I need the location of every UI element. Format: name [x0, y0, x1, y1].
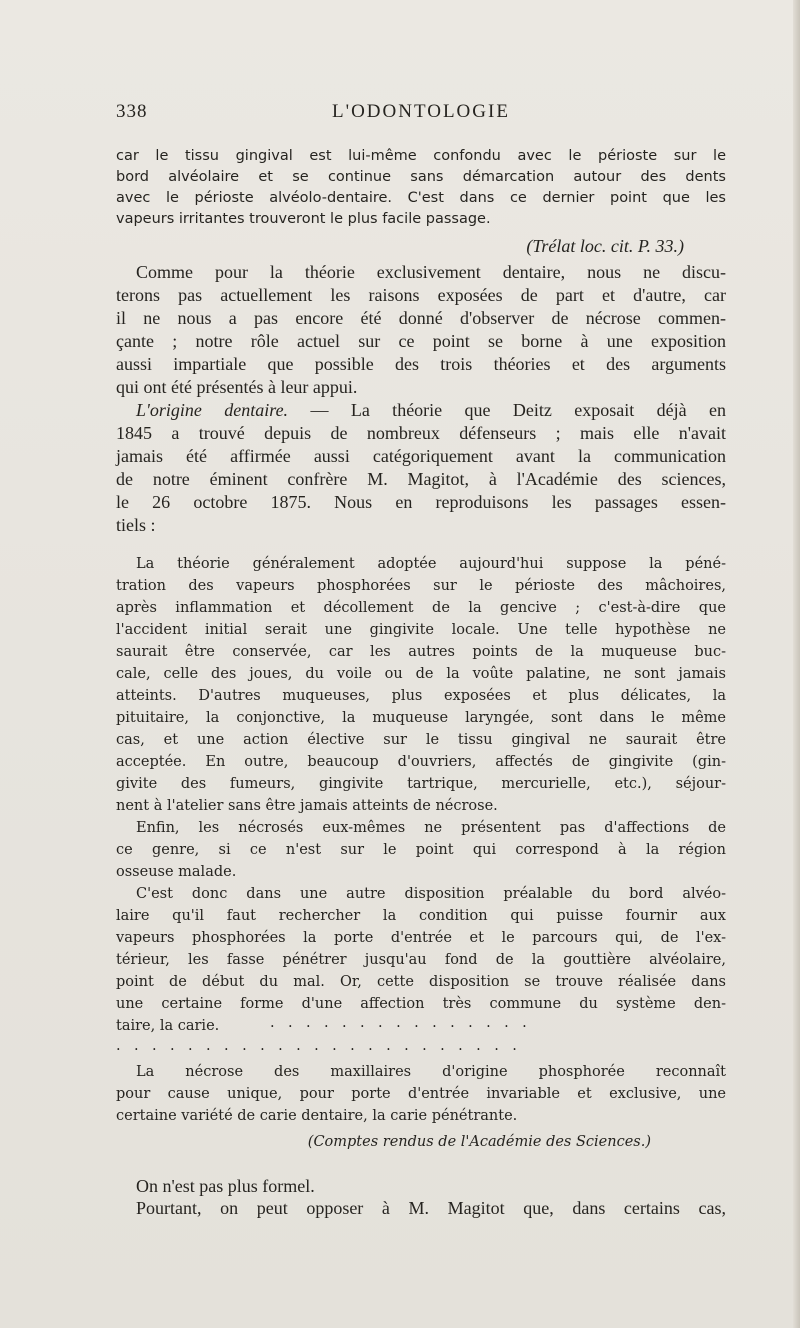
- text-line: 1845 a trouvé depuis de nombreux défenseurs ; mais elle n'avait: [116, 423, 726, 443]
- quote-line: l'accident initial serait une gingivite locale. Une telle hypothèse ne: [116, 622, 726, 638]
- quote-line: après inflammation et décollement de la gencive ; c'est-à-dire que: [116, 600, 726, 616]
- quote-line: C'est donc dans une autre disposition préalable du bord alvéo-: [136, 886, 726, 902]
- quote-line: tration des vapeurs phosphorées sur le périoste des mâchoires,: [116, 578, 726, 594]
- quote-line: La théorie généralement adoptée aujourd'hui suppose la péné-: [136, 556, 726, 572]
- text-line: aussi impartiale que possible des trois théories et des arguments: [116, 354, 726, 374]
- page-edge: [793, 0, 800, 1328]
- quote-line: atteints. D'autres muqueuses, plus exposées et plus délicates, la: [116, 688, 726, 704]
- ellipsis-dots: ...............: [270, 1015, 541, 1031]
- ellipsis-dots: .......................: [116, 1038, 531, 1054]
- quote-line: pour cause unique, pour porte d'entrée invariable et exclusive, une: [116, 1086, 726, 1102]
- quote-line: taire, la carie.: [116, 1018, 220, 1034]
- quote-line: térieur, les fasse pénétrer jusqu'au fond de la gouttière alvéolaire,: [116, 952, 726, 968]
- text-span: — La théorie que Deitz exposait déjà en: [288, 400, 726, 420]
- text-line: Comme pour la théorie exclusivement dentaire, nous ne discu-: [136, 262, 726, 282]
- text-line: car le tissu gingival est lui-même confondu avec le périoste sur le: [116, 148, 726, 164]
- text-line: qui ont été présentés à leur appui.: [116, 377, 358, 397]
- quote-line: Enfin, les nécrosés eux-mêmes ne présentent pas d'affections de: [136, 820, 726, 836]
- quote-line: saurait être conservée, car les autres points de la muqueuse buc-: [116, 644, 726, 660]
- text-line: [136, 400, 726, 421]
- text-line: jamais été affirmée aussi catégoriquement avant la communication: [116, 446, 726, 466]
- quote-line: pituitaire, la conjonctive, la muqueuse laryngée, sont dans le même: [116, 710, 726, 726]
- quote-line: vapeurs phosphorées la porte d'entrée et le parcours qui, de l'ex-: [116, 930, 726, 946]
- quote-line: acceptée. En outre, beaucoup d'ouvriers, affectés de gingivite (gin-: [116, 754, 726, 770]
- page-number: 338: [116, 101, 148, 122]
- quote-line: givite des fumeurs, gingivite tartrique, mercurielle, etc.), séjour-: [116, 776, 726, 792]
- page-header: [116, 101, 726, 131]
- quote-line: nent à l'atelier sans être jamais atteints de nécrose.: [116, 798, 498, 814]
- text-line: le 26 octobre 1875. Nous en reproduisons les passages essen-: [116, 492, 726, 512]
- quote-line: La nécrose des maxillaires d'origine phosphorée reconnaît: [136, 1064, 726, 1080]
- quote-line: cale, celle des joues, du voile ou de la voûte palatine, ne sont jamais: [116, 666, 726, 682]
- text-line: tiels :: [116, 515, 156, 535]
- quote-line: certaine variété de carie dentaire, la carie pénétrante.: [116, 1108, 518, 1124]
- citation-comptes-rendus: (Comptes rendus de l'Académie des Sciences.): [307, 1134, 651, 1150]
- running-title: L'ODONTOLOGIE: [332, 101, 510, 122]
- text-line: de notre éminent confrère M. Magitot, à l'Académie des sciences,: [116, 469, 726, 489]
- text-line: çante ; notre rôle actuel sur ce point se borne à une exposition: [116, 331, 726, 351]
- text-line: il ne nous a pas encore été donné d'observer de nécrose commen-: [116, 308, 726, 328]
- quote-line: une certaine forme d'une affection très commune du système den-: [116, 996, 726, 1012]
- text-line: Pourtant, on peut opposer à M. Magitot que, dans certains cas,: [136, 1198, 726, 1218]
- section-heading: L'origine dentaire.: [136, 400, 289, 420]
- text-line: avec le périoste alvéolo-dentaire. C'est dans ce dernier point que les: [116, 190, 726, 206]
- citation-trelat: (Trélat loc. cit. P. 33.): [526, 236, 684, 256]
- text-line: On n'est pas plus formel.: [136, 1176, 315, 1196]
- quote-line: osseuse malade.: [116, 864, 237, 880]
- text-line: vapeurs irritantes trouveront le plus facile passage.: [116, 211, 491, 227]
- quote-line: ce genre, si ce n'est sur le point qui correspond à la région: [116, 842, 726, 858]
- quote-line: laire qu'il faut rechercher la condition qui puisse fournir aux: [116, 908, 726, 924]
- text-line: terons pas actuellement les raisons exposées de part et d'autre, car: [116, 285, 726, 305]
- quote-line: cas, et une action élective sur le tissu gingival ne saurait être: [116, 732, 726, 748]
- quote-line: point de début du mal. Or, cette disposition se trouve réalisée dans: [116, 974, 726, 990]
- text-line: bord alvéolaire et se continue sans démarcation autour des dents: [116, 169, 726, 185]
